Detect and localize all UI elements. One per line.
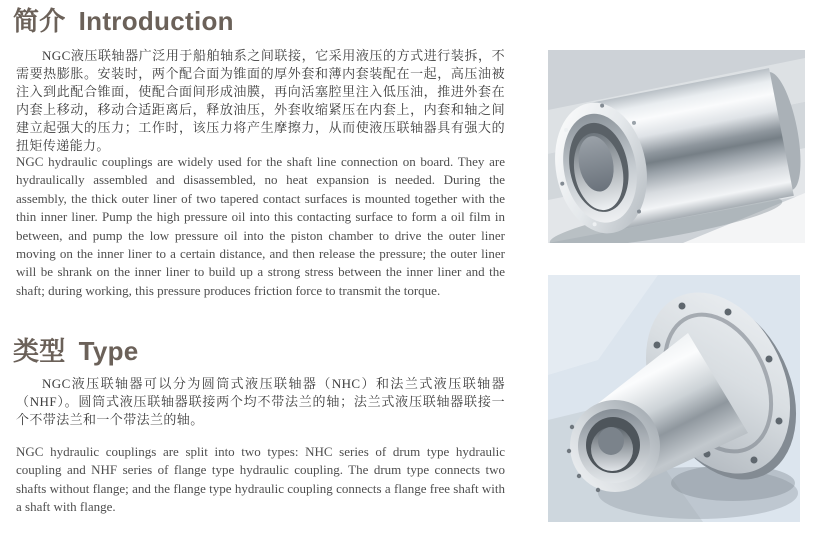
intro-paragraph-english: NGC hydraulic couplings are widely used for the shaft line connection on board. They are hydraulically assembled and disassembled, no heat expansion is needed. During the assembly, the thick outer liner of two tapered contact surfaces is mounted together with the thin inner liner. Pump the high pressure oil into this contacting surface to form a oil film in between, and pump the low pressure oil into the piston chamber to drive the outer liner moving on the inner liner to a certain distance, and then release the pressure; the outer liner will be shrank on the inner liner to build up a strong stress between the inner liner and the shaft; during working, this pressure produces friction force to transmit the torque. (16, 154, 505, 298)
intro-heading (13, 1, 234, 38)
flange-coupling-render-image (548, 275, 800, 522)
intro-paragraph-chinese: NGC液压联轴器广泛用于船舶轴系之间联接，它采用液压的方式进行装拆，不需要热膨胀。安装时，两个配合面为锥面的厚外套和薄内套装配在一起，高压油被注入到此配合锥面，使配合面间形成油膜，再向活塞腔里注入低压油，推进外套在内套上移动，移动合适距离后，释放油压，外套收缩紧压在内套上，内套和轴之间建立起强大的压力；工作时，该压力将产生摩擦力，从而使液压联轴器具有强大的扭矩传递能力。 (16, 48, 505, 153)
intro-heading-en: Introduction (78, 6, 234, 36)
type-paragraph-chinese: NGC液压联轴器可以分为圆筒式液压联轴器（NHC）和法兰式液压联轴器（NHF）。圆筒式液压联轴器联接两个均不带法兰的轴；法兰式液压联轴器联接一个不带法兰和一个带法兰的轴。 (16, 376, 505, 427)
type-heading-zh: 类型 (13, 336, 66, 366)
flange-coupling-figure (548, 275, 800, 522)
drum-coupling-figure (548, 50, 805, 243)
type-heading-en: Type (78, 336, 139, 366)
intro-heading-zh: 简介 (13, 6, 66, 36)
drum-coupling-render-image (548, 50, 805, 243)
type-paragraph-english: NGC hydraulic couplings are split into two types: NHC series of drum type hydraulic coupling and NHF series of flange type hydraulic coupling. The drum type connects two shafts without flange; and the flange type hydraulic coupling connects a flange free shaft with a shaft with flange. (16, 444, 505, 515)
type-heading (13, 331, 139, 368)
